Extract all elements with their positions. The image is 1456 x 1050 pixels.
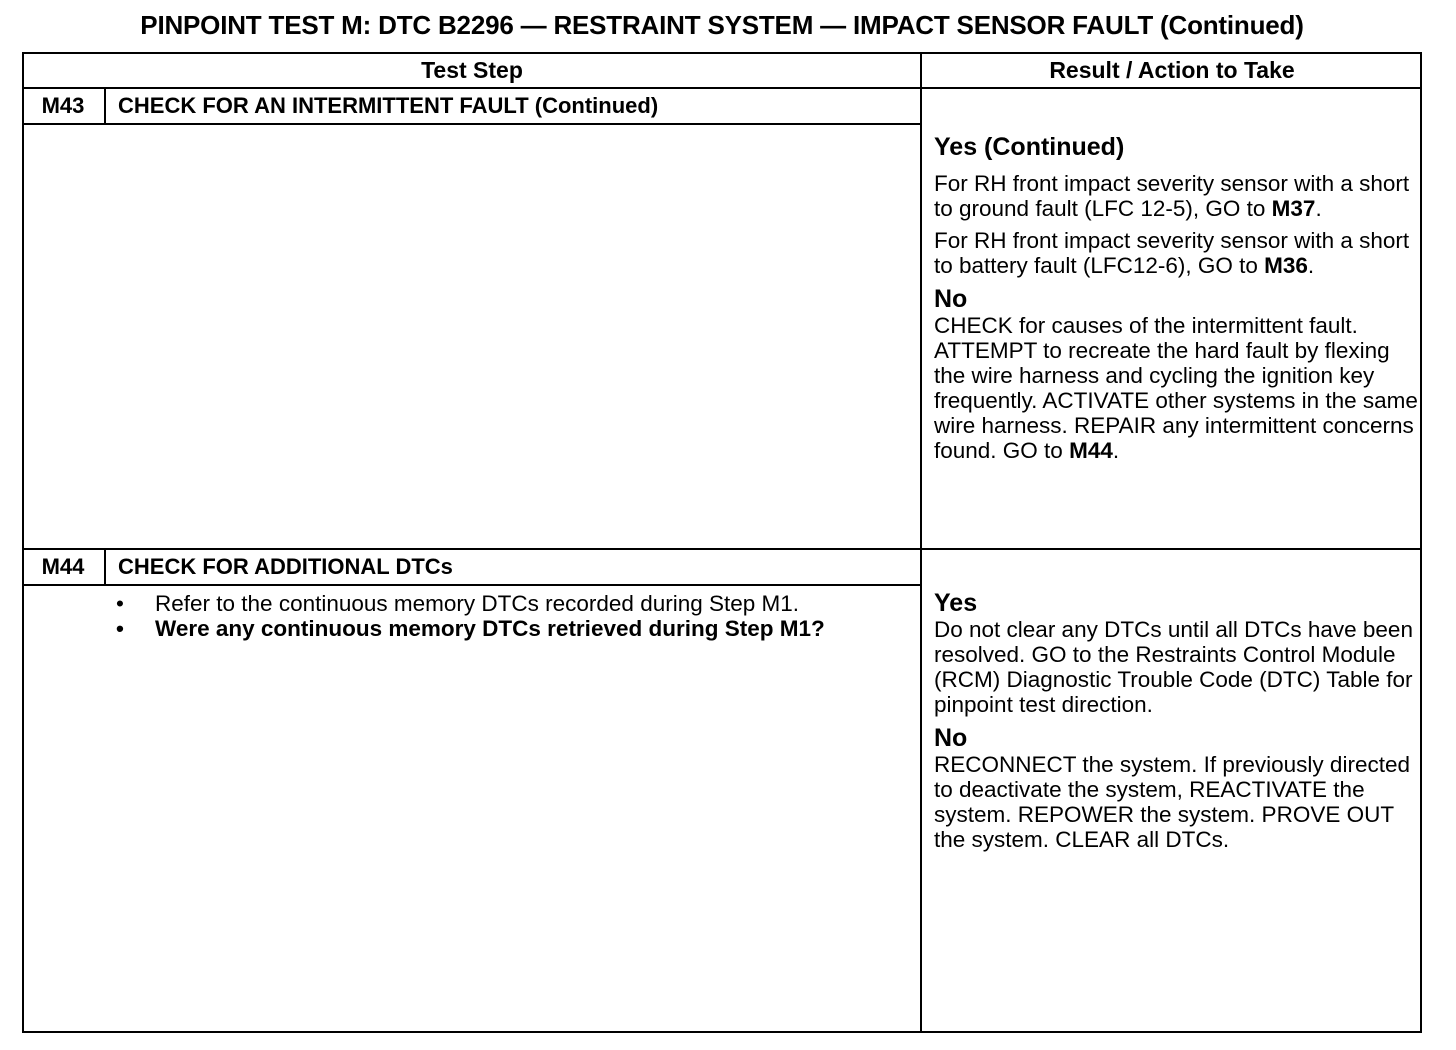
header-divider	[22, 87, 1422, 89]
m43-title-divider	[22, 123, 922, 125]
step-id-m44: M44	[41, 554, 85, 579]
m43-no-paragraph: CHECK for causes of the intermittent fault. ATTEMPT to recreate the hard fault by flexing the wire harness and cycling the ignition key frequently. ACTIVATE other systems in the same wire harness. REPAIR any intermittent concerns found. GO to M44.	[934, 313, 1418, 463]
step-reference-m44[interactable]: M44	[1069, 438, 1113, 463]
m44-no-paragraph: RECONNECT the system. If previously directed to deactivate the system, REACTIVATE the system. REPOWER the system. PROVE OUT the system. CLEAR all DTCs.	[934, 752, 1410, 852]
m44-title-divider	[22, 584, 922, 586]
m44-yes-heading: Yes	[934, 589, 978, 617]
m43-yes-paragraph-1: For RH front impact severity sensor with a short to ground fault (LFC 12-5), GO to M37.	[934, 171, 1410, 221]
m44-no-heading: No	[934, 724, 968, 752]
step-reference-m36[interactable]: M36	[1264, 253, 1308, 278]
m43-yes-heading: Yes (Continued)	[934, 133, 1125, 161]
m43-yes-paragraph-2: For RH front impact severity sensor with a short to battery fault (LFC12-6), GO to M36.	[934, 228, 1410, 278]
bullet-icon: •	[116, 616, 124, 641]
list-item: • Were any continuous memory DTCs retrieved during Step M1?	[116, 616, 825, 641]
page-title: PINPOINT TEST M: DTC B2296 — RESTRAINT SYSTEM — IMPACT SENSOR FAULT (Continued)	[140, 10, 1304, 40]
m43-no-heading: No	[934, 285, 968, 313]
step-divider	[22, 548, 1422, 550]
column-header-test-step: Test Step	[421, 57, 523, 83]
step-id-m43: M43	[41, 93, 85, 118]
list-item: • Refer to the continuous memory DTCs recorded during Step M1.	[116, 591, 800, 616]
step-title-m43: CHECK FOR AN INTERMITTENT FAULT (Continued)	[118, 93, 659, 118]
m43-result	[934, 133, 1422, 470]
m43-id-divider	[104, 87, 106, 124]
m44-result	[934, 589, 1422, 859]
column-header-result: Result / Action to Take	[1049, 57, 1295, 83]
step-reference-m37[interactable]: M37	[1271, 196, 1316, 221]
m44-yes-paragraph: Do not clear any DTCs until all DTCs have been resolved. GO to the Restraints Control Module (RCM) Diagnostic Trouble Code (DTC) Table for pinpoint test direction.	[934, 617, 1413, 717]
m44-id-divider	[104, 548, 106, 585]
column-divider	[920, 52, 922, 1033]
m44-action-list	[116, 591, 906, 641]
step-title-m44: CHECK FOR ADDITIONAL DTCs	[118, 554, 453, 579]
bullet-icon: •	[116, 591, 124, 616]
